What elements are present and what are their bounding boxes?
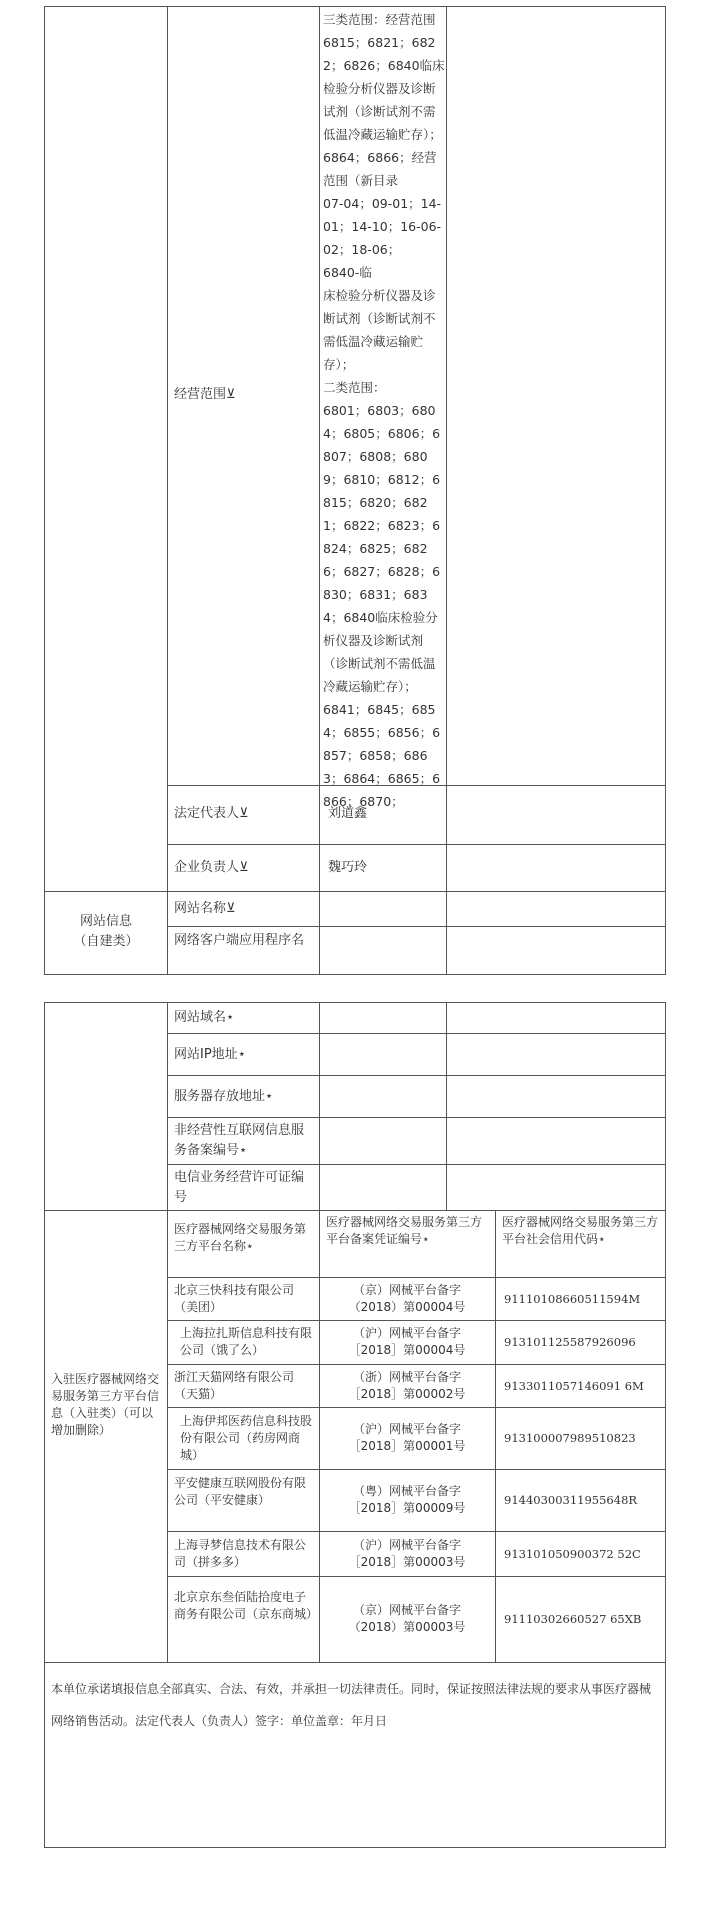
scope-extra-cell (446, 6, 666, 786)
platform-filing-cell (319, 1531, 496, 1577)
legal-rep-label-cell (167, 785, 320, 845)
platform-filing-cell (319, 1364, 496, 1408)
app-name-label: 网络客户端应用程序名 (174, 933, 305, 948)
server-extra-cell (446, 1075, 666, 1118)
server-value-cell (319, 1075, 447, 1118)
app-name-label-cell (167, 926, 320, 975)
commitment-cell (44, 1662, 666, 1848)
platform-filing: （沪）网械平台备字［2018］第00004号 (348, 1326, 466, 1357)
platform-credit-cell (495, 1469, 666, 1532)
platform-credit-cell (495, 1320, 666, 1365)
required-mark-icon: ⊻ (239, 806, 249, 821)
domain-label-cell (167, 1002, 320, 1034)
required-mark-icon: ⋆ (422, 1232, 430, 1246)
scope-value: 三类范围：经营范围 6815；6821；6822；6826；6840临床检验分析仪器及诊断试剂（诊断试剂不需低温冷藏运输贮存）； 6864；6866；经营 范围（新目录 07-04；09-01；14-01；14-10；16-06-02；18-06； 6840-临 床检验分析仪器及诊断试剂（诊断试剂不需低温冷藏运输贮存）； 二类范围： 6801；6803；6804；6805；6806；6807；6808；6809；6810；6812；6815；6820；6821；6822；6823；6824；6825；6826；6827；6828；6830；6831；6834；6840临床检验分析仪器及诊断试剂（诊断试剂不需低温冷藏运输贮存）； 6841；6845；6854；6855；6856；6857；6858；6863；6864；6865；6866；6870； (323, 12, 445, 809)
domain-value-cell (319, 1002, 447, 1034)
required-mark-icon: ⊻ (226, 901, 236, 916)
left-merged-cell (44, 6, 168, 892)
platform-header-filing: 医疗器械网络交易服务第三方平台备案凭证编号⋆ (326, 1215, 483, 1246)
platform-name: 北京三快科技有限公司（美团） (174, 1283, 295, 1314)
scope-label-cell (167, 6, 320, 786)
site-name-extra-cell (446, 891, 666, 927)
platform-name: 北京京东叁佰陆拾度电子商务有限公司（京东商城） (174, 1590, 319, 1621)
platform-credit: 913101050900372 52C (504, 1547, 641, 1561)
legal-rep-value-cell (319, 785, 447, 845)
platforms-category-label: 入驻医疗器械网络交易服务第三方平台信息（入驻类）（可以增加删除） (51, 1372, 160, 1437)
app-name-value-cell (319, 926, 447, 975)
platform-header-credit-cell (495, 1210, 666, 1278)
site-name-label-cell (167, 891, 320, 927)
platform-name: 上海拉扎斯信息科技有限公司（饿了么） (180, 1326, 313, 1357)
leader-extra-cell (446, 844, 666, 892)
platform-header-name: 医疗器械网络交易服务第三方平台名称⋆ (174, 1222, 307, 1253)
ip-label-cell (167, 1033, 320, 1076)
telecom-label: 电信业务经营许可证编号 (174, 1170, 305, 1205)
ip-extra-cell (446, 1033, 666, 1076)
required-mark-icon: ⊻ (226, 387, 236, 402)
icp-filing-extra-cell (446, 1117, 666, 1165)
scope-label: 经营范围⊻ (174, 387, 236, 402)
platform-credit-cell (495, 1364, 666, 1408)
platform-name-cell (167, 1407, 320, 1470)
app-name-extra-cell (446, 926, 666, 975)
platform-name-cell (167, 1277, 320, 1321)
required-mark-icon: ⋆ (226, 1010, 235, 1025)
platform-filing: （浙）网械平台备字［2018］第00002号 (348, 1370, 466, 1401)
platform-filing: （粤）网械平台备字［2018］第00009号 (348, 1484, 466, 1515)
website-category-label: 网站信息 （自建类） (73, 914, 139, 949)
platform-name-cell (167, 1364, 320, 1408)
platform-header-name-cell (167, 1210, 320, 1278)
platform-credit: 91110108660511594M (504, 1292, 641, 1306)
domain-extra-cell (446, 1002, 666, 1034)
platform-name: 平安健康互联网股份有限公司（平安健康） (174, 1476, 307, 1507)
platform-filing: （京）网械平台备字（2018）第00004号 (348, 1283, 466, 1314)
platform-credit: 91110302660527 65XB (504, 1612, 642, 1626)
leader-value: 魏巧玲 (328, 860, 368, 875)
ip-label: 网站IP地址⋆ (174, 1047, 246, 1062)
platform-name: 浙江天猫网络有限公司（天猫） (174, 1370, 295, 1401)
platform-name-cell (167, 1576, 320, 1663)
platform-header-filing-cell (319, 1210, 496, 1278)
ip-value-cell (319, 1033, 447, 1076)
legal-rep-value: 刘道鑫 (328, 806, 368, 821)
platform-name-cell (167, 1469, 320, 1532)
platform-filing-cell (319, 1320, 496, 1365)
platform-credit: 913101125587926096 (504, 1335, 636, 1349)
commitment-text: 本单位承诺填报信息全部真实、合法、有效，并承担一切法律责任。同时，保证按照法律法规的要求从事医疗器械网络销售活动。法定代表人（负责人）签字：单位盖章：年月日 (51, 1682, 652, 1728)
telecom-value-cell (319, 1164, 447, 1211)
site-name-value-cell (319, 891, 447, 927)
platform-credit-cell (495, 1407, 666, 1470)
platform-credit-cell (495, 1277, 666, 1321)
icp-filing-value-cell (319, 1117, 447, 1165)
platform-credit: 91440300311955648R (504, 1493, 638, 1507)
platform-credit: 913100007989510823 (504, 1431, 636, 1445)
leader-label: 企业负责人⊻ (174, 860, 249, 875)
required-mark-icon: ⋆ (239, 1143, 248, 1158)
platform-header-credit: 医疗器械网络交易服务第三方平台社会信用代码⋆ (502, 1215, 659, 1246)
site-name-label: 网站名称⊻ (174, 901, 236, 916)
platform-filing: （沪）网械平台备字［2018］第00003号 (348, 1538, 466, 1569)
icp-filing-label-cell (167, 1117, 320, 1165)
platform-credit-cell (495, 1576, 666, 1663)
required-mark-icon: ⊻ (239, 860, 249, 875)
platform-filing: （京）网械平台备字（2018）第00003号 (348, 1603, 466, 1634)
domain-label: 网站域名⋆ (174, 1010, 235, 1025)
telecom-extra-cell (446, 1164, 666, 1211)
platform-credit-cell (495, 1531, 666, 1577)
website-category-cell (44, 891, 168, 975)
required-mark-icon: ⋆ (265, 1089, 274, 1104)
legal-rep-extra-cell (446, 785, 666, 845)
platform-filing-cell (319, 1407, 496, 1470)
server-label: 服务器存放地址⋆ (174, 1089, 274, 1104)
required-mark-icon: ⋆ (246, 1239, 254, 1253)
platform-filing-cell (319, 1277, 496, 1321)
website-continued-cell (44, 1002, 168, 1211)
platform-name: 上海寻梦信息技术有限公司（拼多多） (174, 1538, 307, 1569)
server-label-cell (167, 1075, 320, 1118)
platform-filing-cell (319, 1576, 496, 1663)
platforms-category-cell (44, 1210, 168, 1663)
platform-name-cell (167, 1320, 320, 1365)
platform-filing: （沪）网械平台备字［2018］第00001号 (348, 1422, 466, 1453)
platform-filing-cell (319, 1469, 496, 1532)
required-mark-icon: ⋆ (237, 1047, 246, 1062)
required-mark-icon: ⋆ (598, 1232, 606, 1246)
legal-rep-label: 法定代表人⊻ (174, 806, 249, 821)
platform-name: 上海伊邦医药信息科技股份有限公司（药房网商城） (180, 1414, 313, 1462)
platform-credit: 9133011057146091 6M (504, 1379, 644, 1393)
leader-value-cell (319, 844, 447, 892)
platform-name-cell (167, 1531, 320, 1577)
leader-label-cell (167, 844, 320, 892)
telecom-label-cell (167, 1164, 320, 1211)
icp-filing-label: 非经营性互联网信息服务备案编号⋆ (174, 1123, 305, 1158)
